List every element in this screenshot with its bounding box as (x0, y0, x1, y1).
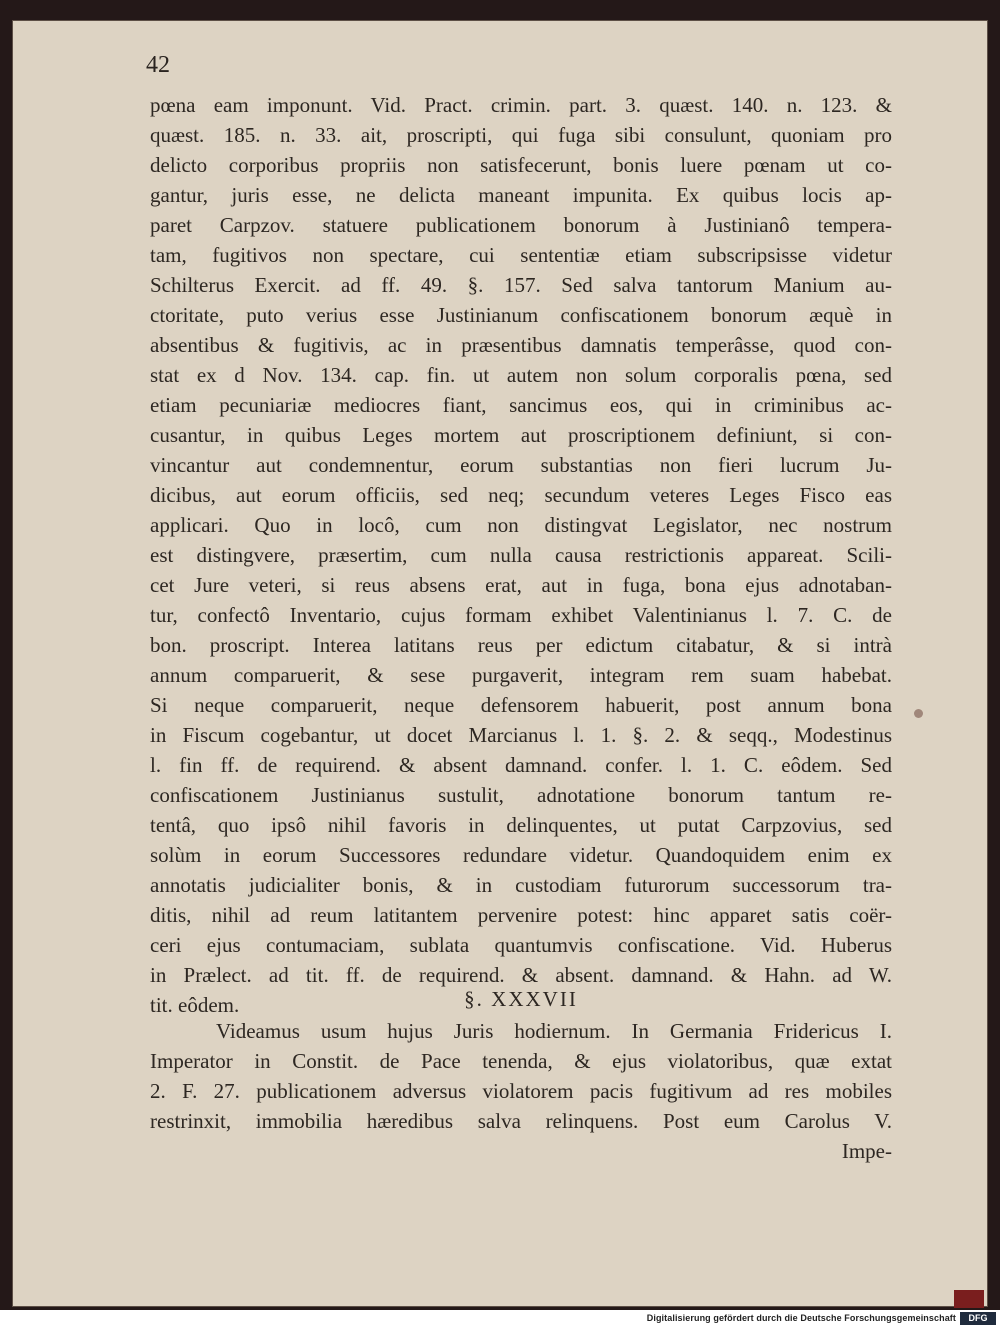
text-line: paret Carpzov. statuere publicationem bonorum à Justinianô tempera- (150, 213, 892, 237)
text-line: etiam pecuniariæ mediocres fiant, sancimus eos, qui in criminibus ac- (150, 393, 892, 417)
text-line: tur, confectô Inventario, cujus formam exhibet Valentinianus l. 7. C. de (150, 603, 892, 627)
text-line: solùm in eorum Successores redundare videtur. Quandoquidem enim ex (150, 843, 892, 867)
section-heading-block (150, 984, 892, 1014)
text-line: restrinxit, immobilia hæredibus salva relinquens. Post eum Carolus V. (150, 1109, 892, 1133)
text-line: ctoritate, puto verius esse Justinianum confiscationem bonorum æquè in (150, 303, 892, 327)
page-number: 42 (146, 52, 170, 78)
text-line: annotatis judicialiter bonis, & in custodiam futurorum successorum tra- (150, 873, 892, 897)
text-line: in Fiscum cogebantur, ut docet Marcianus l. 1. §. 2. & seqq., Modestinus (150, 723, 892, 747)
text-line: Impe- (841, 1139, 892, 1163)
text-line: stat ex d Nov. 134. cap. fin. ut autem non solum corporalis pœna, sed (150, 363, 892, 387)
text-line: tentâ, quo ipsô nihil favoris in delinquentes, ut putat Carpzovius, sed (150, 813, 892, 837)
text-line: bon. proscript. Interea latitans reus per edictum citabatur, & si intrà (150, 633, 892, 657)
text-line: cet Jure veteri, si reus absens erat, aut in fuga, bona ejus adnotaban- (150, 573, 892, 597)
text-line: 2. F. 27. publicationem adversus violatorem pacis fugitivum ad res mobiles (150, 1079, 892, 1103)
text-line: absentibus & fugitivis, ac in præsentibus damnatis temperâsse, quod con- (150, 333, 892, 357)
text-line: in Prælect. ad tit. ff. de requirend. & absent. damnand. & Hahn. ad W. (150, 963, 892, 987)
text-line: quæst. 185. n. 33. ait, proscripti, qui fuga sibi consulunt, quoniam pro (150, 123, 892, 147)
text-line: annum comparuerit, & sese purgaverit, integram rem suam habebat. (150, 663, 892, 687)
dfg-logo: DFG (960, 1312, 996, 1325)
text-line: tam, fugitivos non spectare, cui sententiæ etiam subscripsisse videtur (150, 243, 892, 267)
text-line: pœna eam imponunt. Vid. Pract. crimin. part. 3. quæst. 140. n. 123. & (150, 93, 892, 117)
main-paragraph (150, 90, 892, 1020)
text-line: ceri ejus contumaciam, sublata quantumvis confiscatione. Vid. Huberus (150, 933, 892, 957)
second-paragraph (150, 1016, 892, 1166)
section-heading: §. XXXVII (464, 987, 578, 1011)
text-line: gantur, juris esse, ne delicta maneant impunita. Ex quibus locis ap- (150, 183, 892, 207)
funding-credit: Digitalisierung gefördert durch die Deutsche Forschungsgemeinschaft (646, 1313, 956, 1323)
text-line: confiscationem Justinianus sustulit, adnotatione bonorum tantum re- (150, 783, 892, 807)
text-line: applicari. Quo in locô, cum non distingvat Legislator, nec nostrum (150, 513, 892, 537)
binding-mark (954, 1290, 984, 1308)
footer-bar (0, 1310, 1000, 1328)
text-line: vincantur aut condemnentur, eorum substantias non fieri lucrum Ju- (150, 453, 892, 477)
text-line: ditis, nihil ad reum latitantem pervenire potest: hinc apparet satis coër- (150, 903, 892, 927)
text-line: tit. eôdem. (150, 993, 240, 1017)
text-line: Schilterus Exercit. ad ff. 49. §. 157. Sed salva tantorum Manium au- (150, 273, 892, 297)
text-line: l. fin ff. de requirend. & absent damnand. confer. l. 1. C. eôdem. Sed (150, 753, 892, 777)
text-line: delicto corporibus propriis non satisfecerunt, bonis luere pœnam ut co- (150, 153, 892, 177)
text-line: Videamus usum hujus Juris hodiernum. In Germania Fridericus I. (216, 1019, 892, 1043)
text-line: Si neque comparuerit, neque defensorem habuerit, post annum bona (150, 693, 892, 717)
text-line: est distingvere, præsertim, cum nulla causa restrictionis appareat. Scili- (150, 543, 892, 567)
text-line: dicibus, aut eorum officiis, sed neq; secundum veteres Leges Fisco eas (150, 483, 892, 507)
text-line: Imperator in Constit. de Pace tenenda, & ejus violatoribus, quæ extat (150, 1049, 892, 1073)
paper-spot (914, 709, 923, 718)
text-line: cusantur, in quibus Leges mortem aut proscriptionem definiunt, si con- (150, 423, 892, 447)
